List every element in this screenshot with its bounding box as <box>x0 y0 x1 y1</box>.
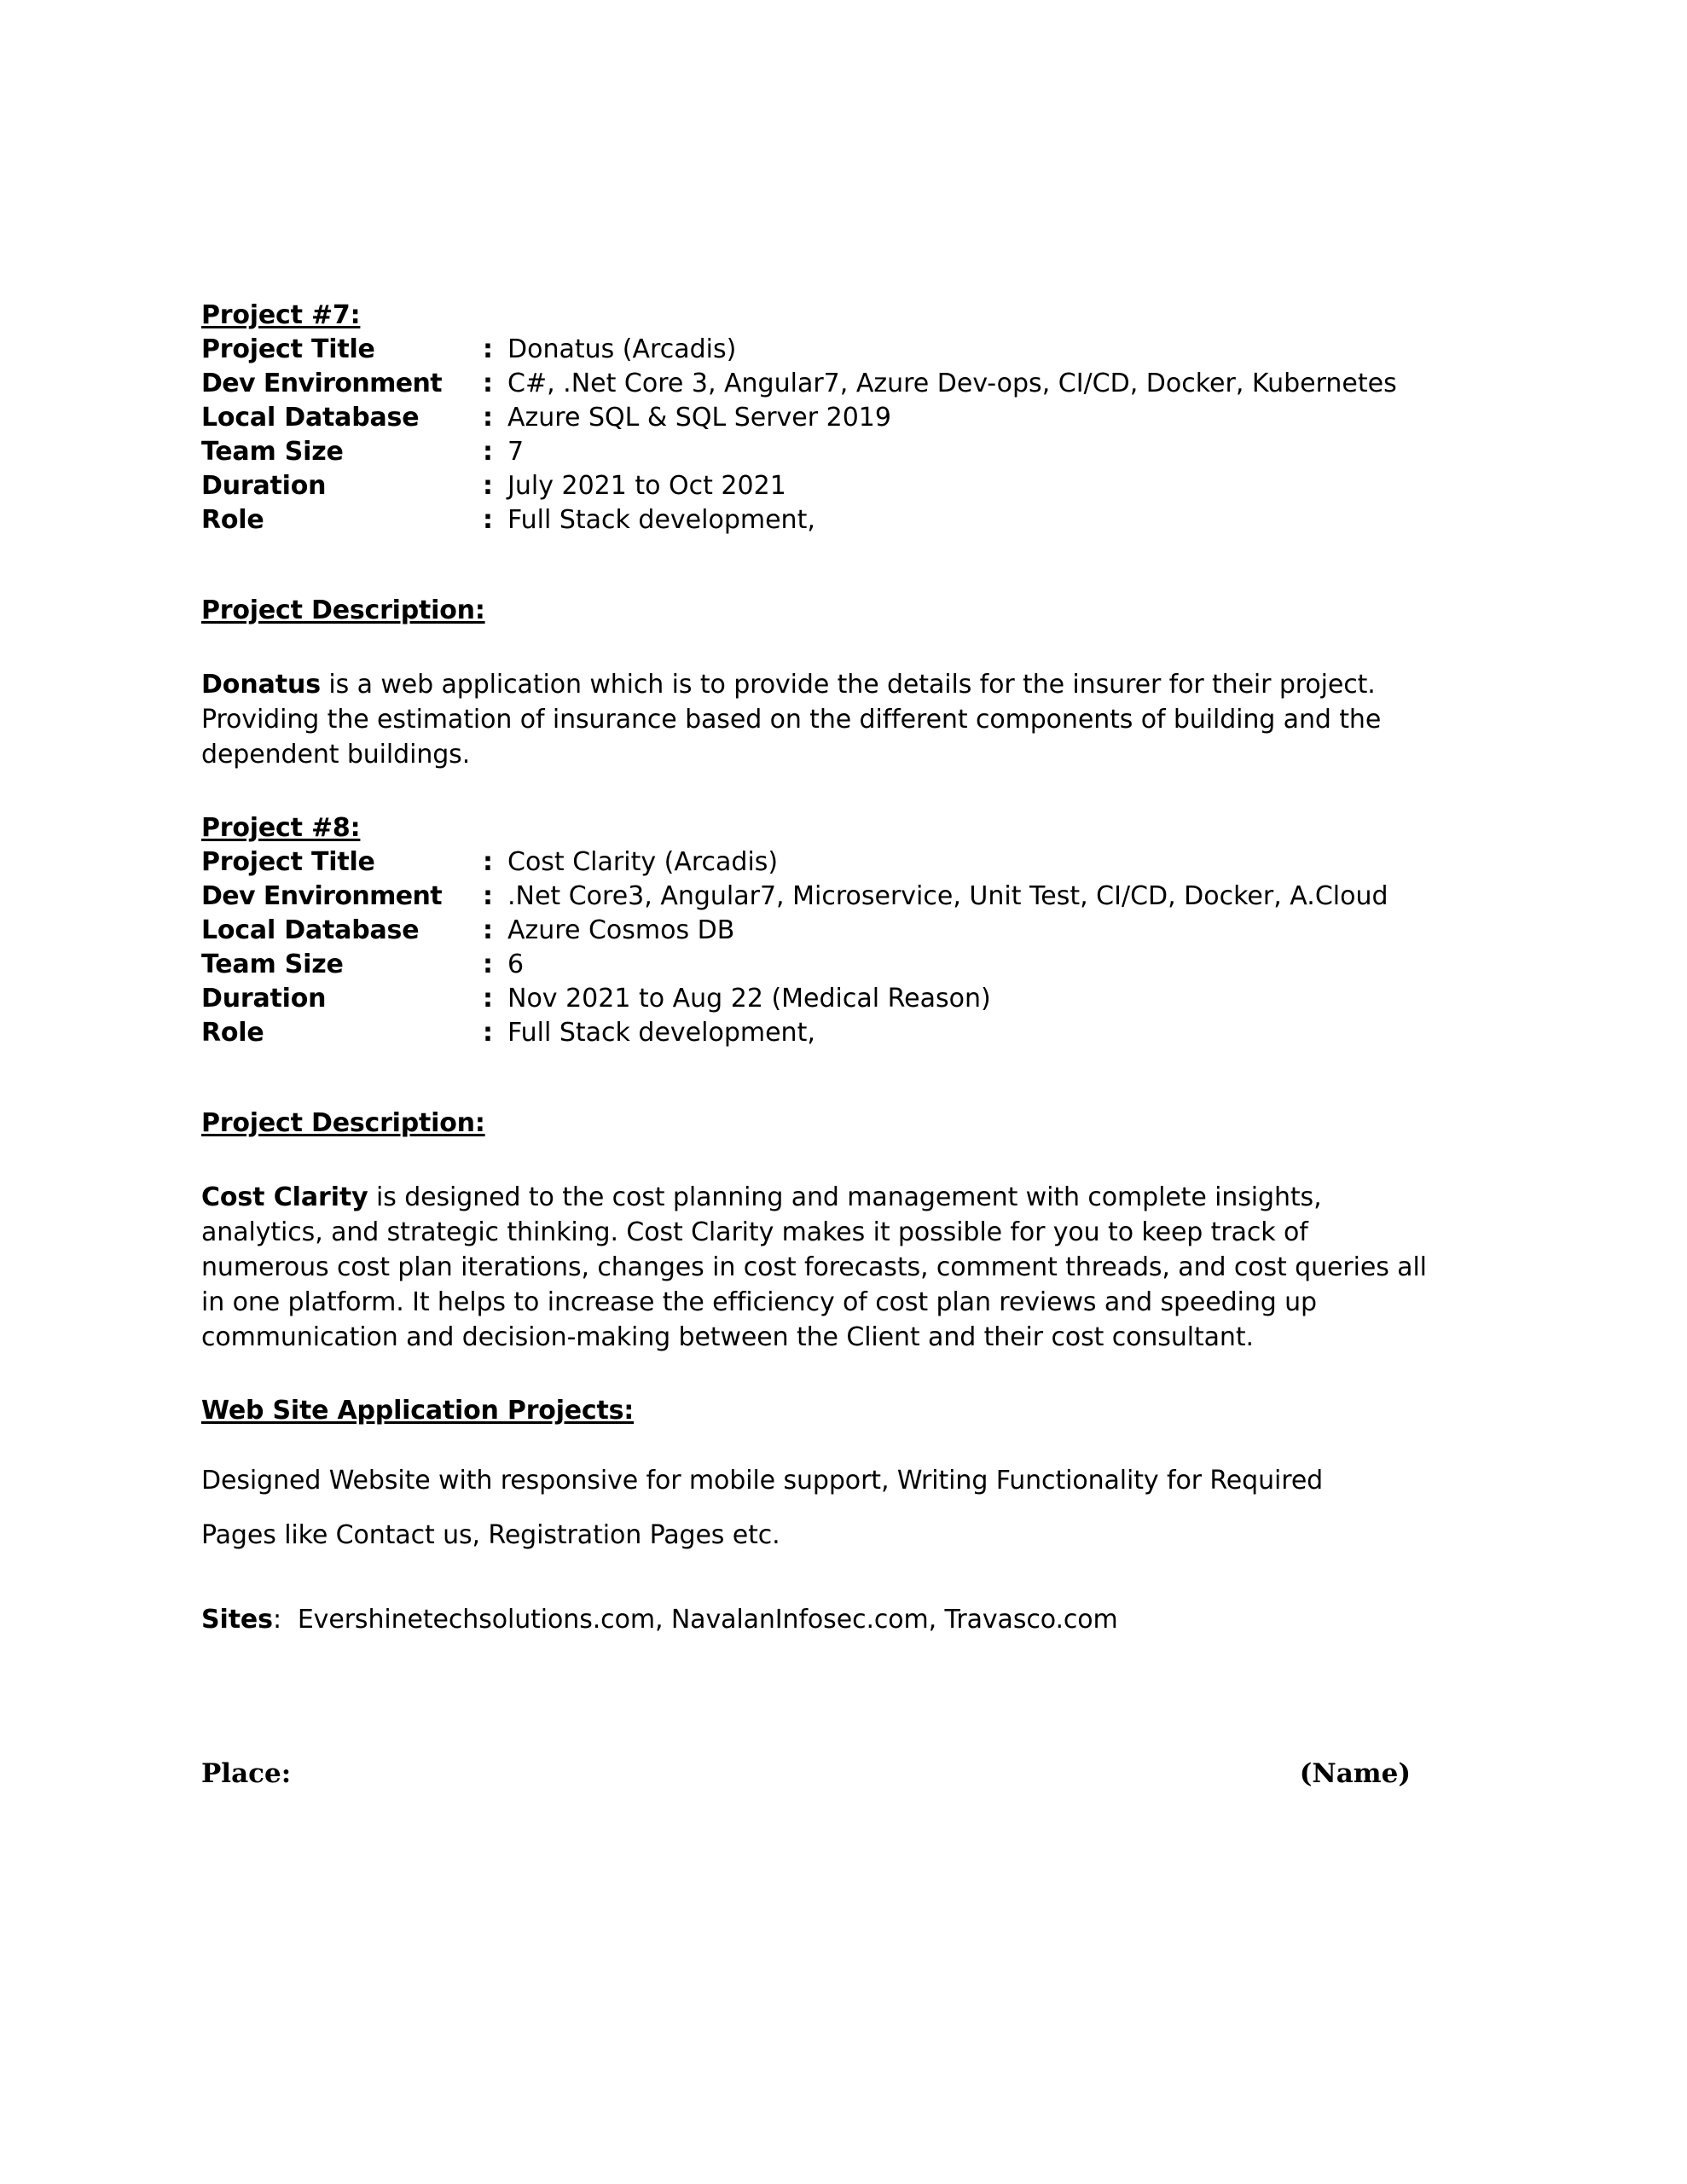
table-row <box>201 880 1438 914</box>
sites-value: Evershinetechsolutions.com, NavalanInfosec.com, Travasco.com <box>297 1605 1118 1635</box>
spacer <box>201 1355 1438 1394</box>
spacer <box>201 1141 1438 1180</box>
row-value: Nov 2021 to Aug 22 (Medical Reason) <box>507 984 991 1014</box>
project-7-heading: Project #7: <box>201 300 361 330</box>
table-row <box>201 914 1438 948</box>
row-value: July 2021 to Oct 2021 <box>507 471 786 501</box>
row-label: Dev Environment <box>201 881 443 911</box>
table-row <box>201 503 1438 537</box>
website-projects-block <box>201 1394 1438 1637</box>
row-label: Role <box>201 505 264 535</box>
row-colon: : <box>483 437 493 467</box>
spacer <box>201 1428 1438 1454</box>
row-colon: : <box>483 471 493 501</box>
row-value: 6 <box>507 950 525 979</box>
website-projects-heading: Web Site Application Projects: <box>201 1396 635 1426</box>
table-row <box>201 469 1438 503</box>
table-row <box>201 367 1438 401</box>
row-label: Project Title <box>201 847 375 877</box>
document-footer <box>201 1758 1411 1789</box>
row-value: Azure Cosmos DB <box>507 915 735 945</box>
project-8-description-paragraph <box>201 1180 1438 1355</box>
row-value: .Net Core3, Angular7, Microservice, Unit Test, CI/CD, Docker, A.Cloud <box>507 881 1388 911</box>
row-label: Duration <box>201 471 327 501</box>
row-label: Team Size <box>201 437 344 467</box>
project-8-description-heading: Project Description: <box>201 1108 485 1138</box>
row-value: Cost Clarity (Arcadis) <box>507 847 779 877</box>
row-value: 7 <box>507 437 525 467</box>
project-8-description-lead: Cost Clarity <box>201 1182 368 1212</box>
place-label: Place: <box>201 1758 292 1789</box>
row-label: Role <box>201 1018 264 1048</box>
spacer <box>201 1637 1438 1719</box>
name-label: (Name) <box>1299 1758 1411 1789</box>
sites-line <box>201 1602 1438 1637</box>
table-row <box>201 948 1438 982</box>
row-colon: : <box>483 334 493 364</box>
project-8-details-table <box>201 845 1438 1050</box>
sites-colon: : <box>272 1605 281 1635</box>
project-block-8 <box>201 811 1438 1355</box>
spacer <box>201 1563 1438 1602</box>
table-row <box>201 982 1438 1016</box>
spacer <box>201 537 1438 594</box>
spacer <box>201 1719 1438 1758</box>
table-row <box>201 435 1438 469</box>
row-colon: : <box>483 950 493 979</box>
row-value: Azure SQL & SQL Server 2019 <box>507 403 891 433</box>
row-colon: : <box>483 369 493 398</box>
row-label: Local Database <box>201 915 420 945</box>
project-7-details-table <box>201 333 1438 537</box>
project-block-7 <box>201 299 1438 772</box>
table-row <box>201 333 1438 367</box>
spacer <box>201 628 1438 667</box>
project-8-heading: Project #8: <box>201 813 361 843</box>
document-body <box>201 299 1438 1789</box>
project-7-description-lead: Donatus <box>201 670 321 700</box>
row-colon: : <box>483 984 493 1014</box>
row-colon: : <box>483 847 493 877</box>
row-colon: : <box>483 403 493 433</box>
row-value: Full Stack development, <box>507 1018 815 1048</box>
row-label: Duration <box>201 984 327 1014</box>
website-projects-line-1: Designed Website with responsive for mobile support, Writing Functionality for Required <box>201 1466 1324 1496</box>
row-label: Dev Environment <box>201 369 443 398</box>
table-row <box>201 401 1438 435</box>
row-label: Team Size <box>201 950 344 979</box>
sites-label: Sites <box>201 1605 273 1635</box>
row-value: C#, .Net Core 3, Angular7, Azure Dev-ops, CI/CD, Docker, Kubernetes <box>507 369 1397 398</box>
row-colon: : <box>483 1018 493 1048</box>
row-label: Project Title <box>201 334 375 364</box>
row-value: Donatus (Arcadis) <box>507 334 737 364</box>
row-colon: : <box>483 881 493 911</box>
project-7-description-rest: is a web application which is to provide the details for the insurer for their project. Providing the estimation of insurance based on the different components of building and the dependent buildings. <box>201 670 1382 770</box>
spacer <box>201 1050 1438 1107</box>
spacer <box>201 772 1438 811</box>
website-projects-line-2: Pages like Contact us, Registration Pages etc. <box>201 1520 780 1550</box>
row-colon: : <box>483 915 493 945</box>
project-7-description-heading: Project Description: <box>201 595 485 625</box>
row-colon: : <box>483 505 493 535</box>
project-8-description-rest: is designed to the cost planning and management with complete insights, analytics, and strategic thinking. Cost Clarity makes it possible for you to keep track of numerous cost plan iterations, changes in cost forecasts, comment threads, and cost queries all in one platform. It helps to increase the efficiency of cost plan reviews and speeding up communication and decision-making between the Client and their cost consultant. <box>201 1182 1427 1352</box>
row-value: Full Stack development, <box>507 505 815 535</box>
project-7-description-paragraph <box>201 667 1438 772</box>
row-label: Local Database <box>201 403 420 433</box>
table-row <box>201 845 1438 880</box>
table-row <box>201 1016 1438 1050</box>
